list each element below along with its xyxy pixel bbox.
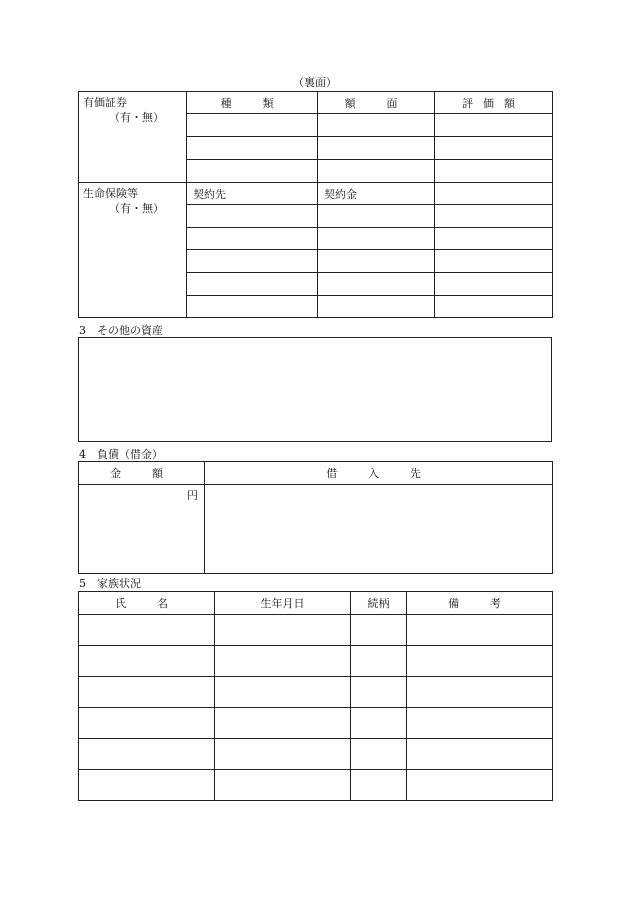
- securities-category-cell: [79, 92, 187, 183]
- securities-cell[interactable]: [187, 160, 318, 183]
- debts-lender-cell[interactable]: [205, 485, 553, 574]
- family-cell[interactable]: [351, 708, 407, 739]
- family-header-remarks: 備 考: [407, 592, 553, 615]
- insurance-header-insurer: 契約先: [187, 183, 318, 205]
- family-cell[interactable]: [215, 677, 351, 708]
- insurance-cell[interactable]: [318, 250, 435, 273]
- insurance-cell[interactable]: [187, 228, 318, 250]
- insurance-cell[interactable]: [187, 296, 318, 318]
- family-cell[interactable]: [215, 770, 351, 801]
- family-cell[interactable]: [215, 646, 351, 677]
- family-cell[interactable]: [407, 615, 553, 646]
- insurance-yes-no: （有・無）: [109, 202, 164, 215]
- securities-cell[interactable]: [187, 114, 318, 137]
- securities-header-type: 種 類: [187, 92, 318, 114]
- other-assets-heading: 3 その他の資産: [79, 324, 163, 337]
- debts-table: [78, 461, 553, 574]
- family-cell[interactable]: [407, 770, 553, 801]
- debts-header-lender: 借 入 先: [205, 462, 553, 485]
- securities-cell[interactable]: [318, 114, 435, 137]
- family-header-birthdate: 生年月日: [215, 592, 351, 615]
- insurance-cell[interactable]: [187, 205, 318, 228]
- family-cell[interactable]: [407, 739, 553, 770]
- page-title: （裏面）: [293, 76, 337, 89]
- securities-header-face-value: 額 面: [318, 92, 435, 114]
- securities-header-appraised-value: 評価額: [435, 92, 553, 114]
- family-cell[interactable]: [79, 677, 215, 708]
- family-cell[interactable]: [351, 677, 407, 708]
- insurance-cell[interactable]: [435, 205, 553, 228]
- family-cell[interactable]: [351, 739, 407, 770]
- yen-unit: 円: [187, 489, 198, 502]
- debts-amount-cell[interactable]: [79, 485, 205, 574]
- family-cell[interactable]: [79, 739, 215, 770]
- other-assets-box[interactable]: [78, 337, 552, 442]
- securities-cell[interactable]: [187, 137, 318, 160]
- insurance-cell[interactable]: [187, 250, 318, 273]
- securities-cell[interactable]: [318, 160, 435, 183]
- family-cell[interactable]: [351, 646, 407, 677]
- securities-yes-no: （有・無）: [109, 111, 164, 124]
- insurance-header-contract-amount: 契約金: [318, 183, 435, 205]
- family-heading: 5 家族状況: [79, 577, 141, 590]
- family-cell[interactable]: [215, 708, 351, 739]
- family-cell[interactable]: [79, 615, 215, 646]
- insurance-cell[interactable]: [187, 273, 318, 296]
- debts-heading: 4 負債（借金）: [79, 448, 163, 461]
- insurance-cell[interactable]: [318, 296, 435, 318]
- family-cell[interactable]: [79, 646, 215, 677]
- securities-cell[interactable]: [318, 137, 435, 160]
- securities-cell[interactable]: [435, 137, 553, 160]
- insurance-cell[interactable]: [435, 250, 553, 273]
- insurance-cell[interactable]: [318, 228, 435, 250]
- family-header-relationship: 続柄: [351, 592, 407, 615]
- insurance-cell[interactable]: [435, 228, 553, 250]
- insurance-header-blank: [435, 183, 553, 205]
- family-cell[interactable]: [407, 646, 553, 677]
- insurance-label: 生命保険等: [83, 187, 138, 200]
- family-cell[interactable]: [79, 708, 215, 739]
- family-header-name: 氏 名: [79, 592, 215, 615]
- insurance-cell[interactable]: [435, 296, 553, 318]
- family-cell[interactable]: [407, 677, 553, 708]
- insurance-category-cell: [79, 183, 187, 318]
- securities-label: 有価証券: [83, 96, 127, 109]
- family-cell[interactable]: [215, 739, 351, 770]
- family-cell[interactable]: [407, 708, 553, 739]
- family-cell[interactable]: [215, 615, 351, 646]
- assets-table: [78, 91, 553, 318]
- family-cell[interactable]: [351, 770, 407, 801]
- insurance-cell[interactable]: [318, 205, 435, 228]
- insurance-cell[interactable]: [318, 273, 435, 296]
- family-table: [78, 591, 553, 801]
- securities-cell[interactable]: [435, 160, 553, 183]
- insurance-cell[interactable]: [435, 273, 553, 296]
- family-cell[interactable]: [351, 615, 407, 646]
- family-cell[interactable]: [79, 770, 215, 801]
- debts-header-amount: 金 額: [79, 462, 205, 485]
- securities-cell[interactable]: [435, 114, 553, 137]
